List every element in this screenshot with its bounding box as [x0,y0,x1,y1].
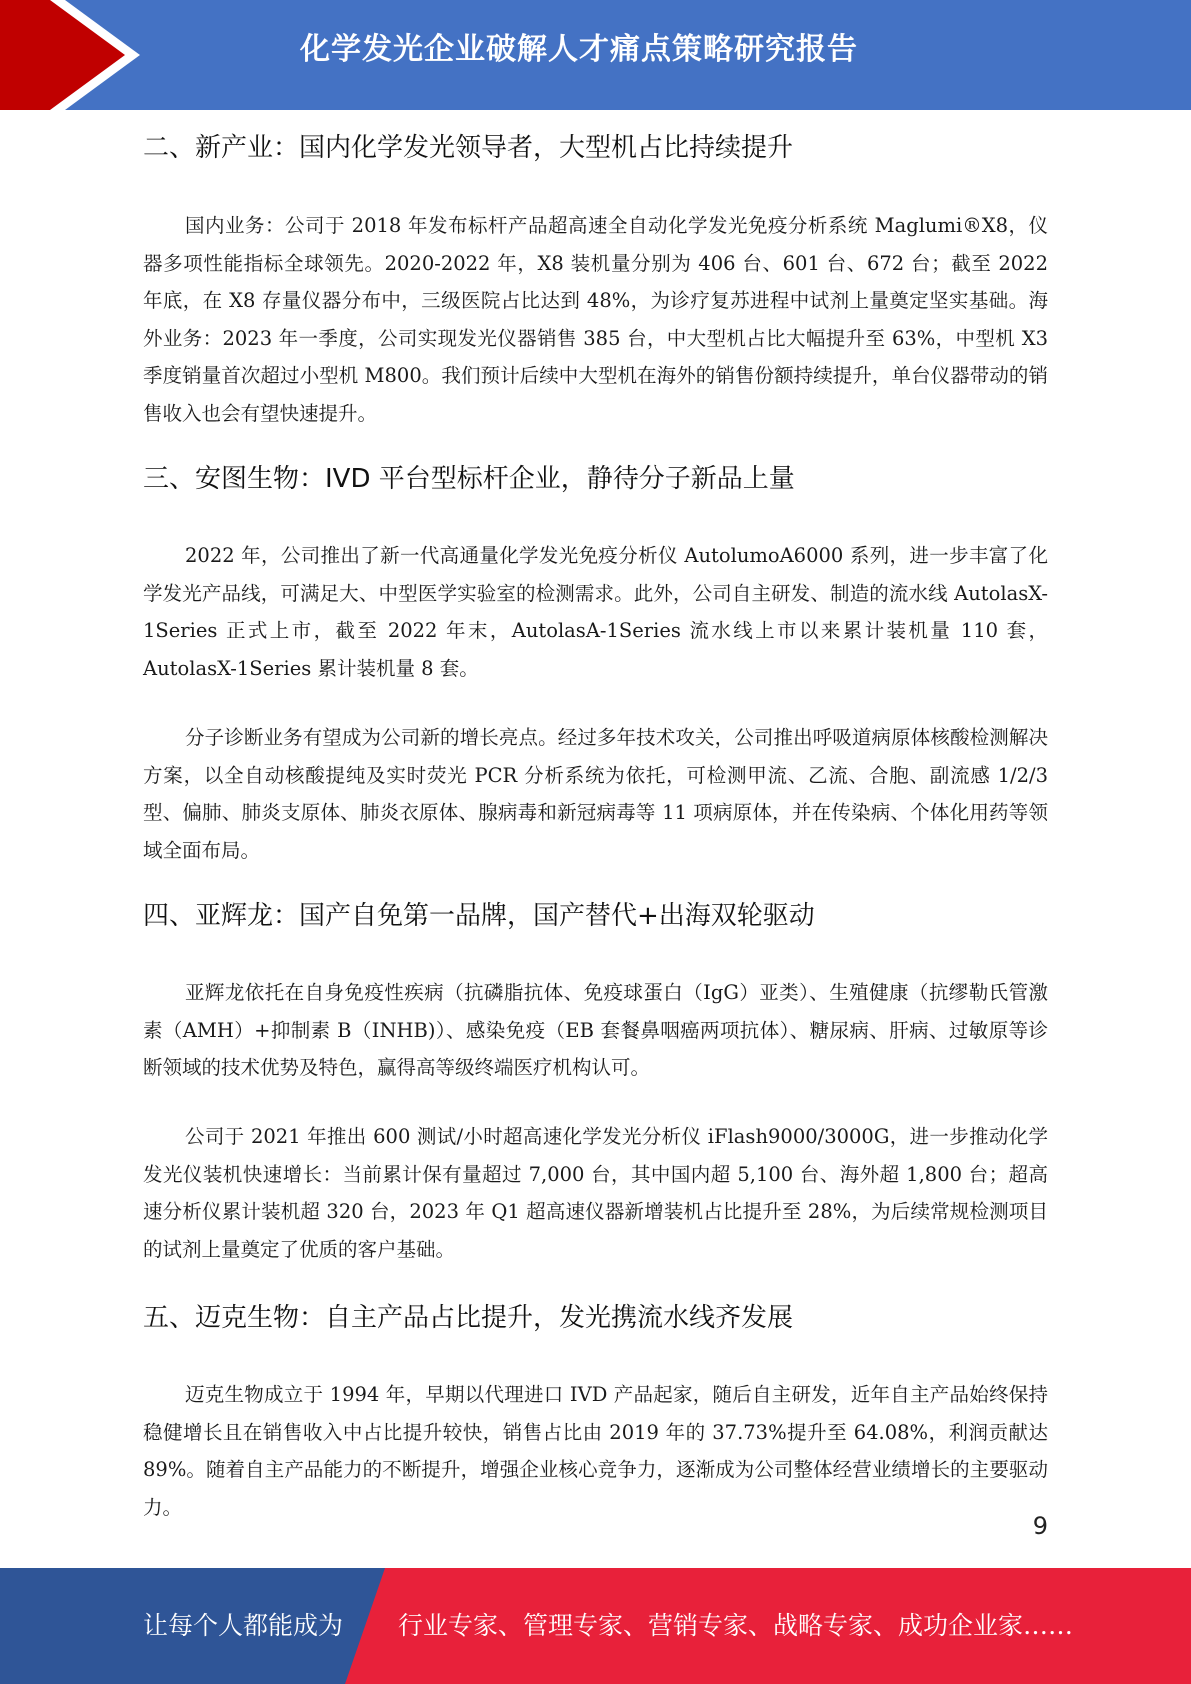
section-heading-maike: 五、迈克生物：自主产品占比提升，发光携流水线齐发展 [143,1303,794,1333]
section-paragraph: 公司于 2021 年推出 600 测试/小时超高速化学发光分析仪 iFlash9000/3000G，进一步推动化学发光仪装机快速增长：当前累计保有量超过 7,000 台，其中国内超 5,100 台、海外超 1,800 台；超高速分析仪累计装机超 320 台，2023 年 Q1 超高速仪器新增装机占比提升至 28%，为后续常规检测项目的试剂上量奠定了优质的客户基础。 [143,1125,1048,1261]
footer-slogan-left: 让每个人都能成为 [143,1611,344,1640]
section-paragraph: 迈克生物成立于 1994 年，早期以代理进口 IVD 产品起家，随后自主研发，近年自主产品始终保持稳健增长且在销售收入中占比提升较快，销售占比由 2019 年的 37.73%提升至 64.08%，利润贡献达 89%。随着自主产品能力的不断提升，增强企业核心竞争力，逐渐成为公司整体经营业绩增长的主要驱动力。 [143,1383,1048,1519]
section-heading-xinchanye: 二、新产业：国内化学发光领导者，大型机占比持续提升 [143,133,794,163]
page-number: 9 [1032,1512,1048,1540]
section-paragraph: 2022 年，公司推出了新一代高通量化学发光免疫分析仪 AutolumoA6000 系列，进一步丰富了化学发光产品线，可满足大、中型医学实验室的检测需求。此外，公司自主研发、制造的流水线 AutolasX-1Series 正式上市，截至 2022 年末，AutolasA-1Series 流水线上市以来累计装机量 110 套，AutolasX-1Series 累计装机量 8 套。 [143,544,1048,680]
section-heading-antu: 三、安图生物：IVD 平台型标杆企业，静待分子新品上量 [143,464,795,494]
header-title: 化学发光企业破解人才痛点策略研究报告 [300,32,858,67]
section-paragraph: 分子诊断业务有望成为公司新的增长亮点。经过多年技术攻关，公司推出呼吸道病原体核酸检测解决方案，以全自动核酸提纯及实时荧光 PCR 分析系统为依托，可检测甲流、乙流、合胞、副流感 1/2/3 型、偏肺、肺炎支原体、肺炎衣原体、腺病毒和新冠病毒等 11 项病原体，并在传染病、个体化用药等领域全面布局。 [143,726,1048,862]
page-footer [0,1568,1191,1684]
section-paragraph: 亚辉龙依托在自身免疫性疾病（抗磷脂抗体、免疫球蛋白（IgG）亚类）、生殖健康（抗缪勒氏管激素（AMH）+抑制素 B（INHB)）、感染免疫（EB 套餐鼻咽癌两项抗体）、糖尿病、肝病、过敏原等诊断领域的技术优势及特色，赢得高等级终端医疗机构认可。 [143,981,1048,1079]
section-heading-yahuilong: 四、亚辉龙：国产自免第一品牌，国产替代+出海双轮驱动 [143,901,815,931]
section-paragraph: 国内业务：公司于 2018 年发布标杆产品超高速全自动化学发光免疫分析系统 Maglumi®X8，仪器多项性能指标全球领先。2020-2022 年，X8 装机量分别为 406 台、601 台、672 台；截至 2022 年底，在 X8 存量仪器分布中，三级医院占比达到 48%，为诊疗复苏进程中试剂上量奠定坚实基础。海外业务：2023 年一季度，公司实现发光仪器销售 385 台，中大型机占比大幅提升至 63%，中型机 X3 季度销量首次超过小型机 M800。我们预计后续中大型机在海外的销售份额持续提升，单台仪器带动的销售收入也会有望快速提升。 [143,214,1048,425]
footer-slogan-right: 行业专家、管理专家、营销专家、战略专家、成功企业家…… [398,1611,1074,1640]
page-header [0,0,1191,110]
